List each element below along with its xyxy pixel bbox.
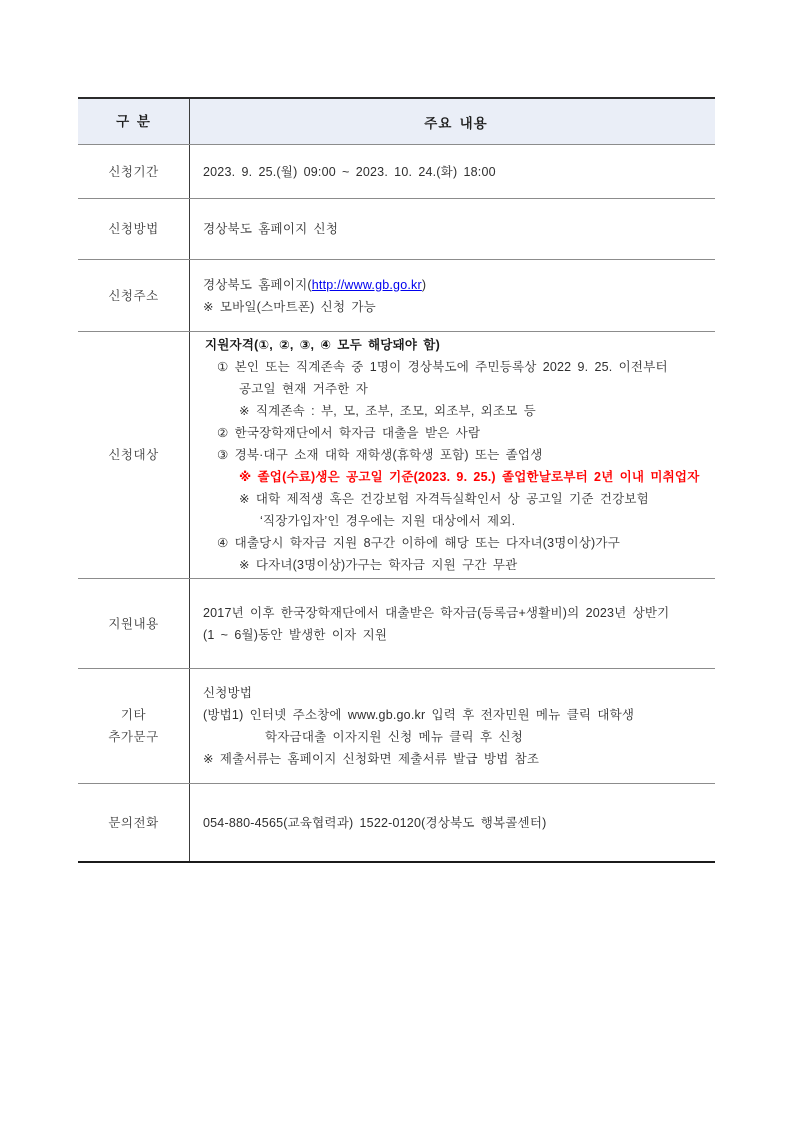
row-label: 신청주소 <box>78 260 190 331</box>
row-content <box>190 579 715 668</box>
application-method-text: 경상북도 홈페이지 신청 <box>203 222 339 236</box>
application-period-text: 2023. 9. 25.(월) 09:00 ~ 2023. 10. 24.(화) 18:00 <box>203 164 496 179</box>
row-content <box>190 332 715 578</box>
table-row-application-address <box>78 260 715 332</box>
row-label: 문의전화 <box>78 784 190 861</box>
table-row-application-method <box>78 199 715 260</box>
address-suffix: ) <box>421 277 427 292</box>
text-line: 공고일 현재 거주한 자 <box>239 382 368 396</box>
text-line: (방법1) 인터넷 주소창에 www.gb.go.kr 입력 후 전자민원 메뉴 클릭 대학생 <box>203 708 635 722</box>
text-line: 학자금대출 이자지원 신청 메뉴 클릭 후 신청 <box>265 730 523 744</box>
text-line: ※ 대학 제적생 혹은 건강보험 자격득실확인서 상 공고일 기준 건강보험 <box>239 492 649 506</box>
text-line: 신청방법 <box>203 686 253 700</box>
text-line: ※ 제출서류는 홈페이지 신청화면 제출서류 발급 방법 참조 <box>203 752 540 766</box>
etc-label-line-1: 기타 <box>120 708 147 722</box>
text-line: ③ 경북·대구 소재 대학 재학생(휴학생 포함) 또는 졸업생 <box>217 448 543 462</box>
text-line: ※ 졸업(수료)생은 공고일 기준(2023. 9. 25.) 졸업한날로부터 2년 이내 미취업자 <box>239 470 700 484</box>
row-label <box>78 669 190 783</box>
row-label: 신청기간 <box>78 145 190 198</box>
text-line: 지원자격(①, ②, ③, ④ 모두 해당돼야 함) <box>205 338 440 352</box>
text-line: (1 ~ 6월)동안 발생한 이자 지원 <box>203 627 388 642</box>
table-row-etc <box>78 669 715 784</box>
header-category-cell: 구 분 <box>78 99 190 144</box>
row-label: 신청대상 <box>78 332 190 578</box>
table-row-application-period <box>78 145 715 199</box>
row-content <box>190 669 715 783</box>
address-line-2: ※ 모바일(스마트폰) 신청 가능 <box>203 299 376 314</box>
text-line: ‘직장가입자’인 경우에는 지원 대상에서 제외. <box>260 514 516 528</box>
row-content <box>190 784 715 861</box>
row-label: 신청방법 <box>78 199 190 259</box>
address-prefix: 경상북도 홈페이지( <box>203 277 312 292</box>
text-line: ② 한국장학재단에서 학자금 대출을 받은 사람 <box>217 426 481 440</box>
inquiry-phone-text: 054-880-4565(교육협력과) 1522-0120(경상북도 행복콜센터) <box>203 815 547 830</box>
row-label: 지원내용 <box>78 579 190 668</box>
text-line: ① 본인 또는 직계존속 중 1명이 경상북도에 주민등록상 2022 9. 25. 이전부터 <box>217 360 668 374</box>
row-content <box>190 145 715 198</box>
etc-label-line-2: 추가문구 <box>108 730 159 744</box>
info-table <box>78 97 715 863</box>
address-line-1 <box>203 274 709 296</box>
table-header-row <box>78 99 715 145</box>
row-content <box>190 260 715 331</box>
table-row-support-details <box>78 579 715 669</box>
homepage-link[interactable]: http://www.gb.go.kr <box>311 277 422 292</box>
text-line: ④ 대출당시 학자금 지원 8구간 이하에 해당 또는 다자녀(3명이상)가구 <box>217 536 620 550</box>
text-line: ※ 다자녀(3명이상)가구는 학자금 지원 구간 무관 <box>239 558 518 572</box>
table-row-eligibility <box>78 332 715 579</box>
row-content <box>190 199 715 259</box>
text-line: 2017년 이후 한국장학재단에서 대출받은 학자금(등록금+생활비)의 2023년 상반기 <box>203 605 670 620</box>
header-content-cell: 주요 내용 <box>424 115 488 131</box>
table-row-inquiry-phone <box>78 784 715 861</box>
text-line: ※ 직계존속 : 부, 모, 조부, 조모, 외조부, 외조모 등 <box>239 404 536 418</box>
